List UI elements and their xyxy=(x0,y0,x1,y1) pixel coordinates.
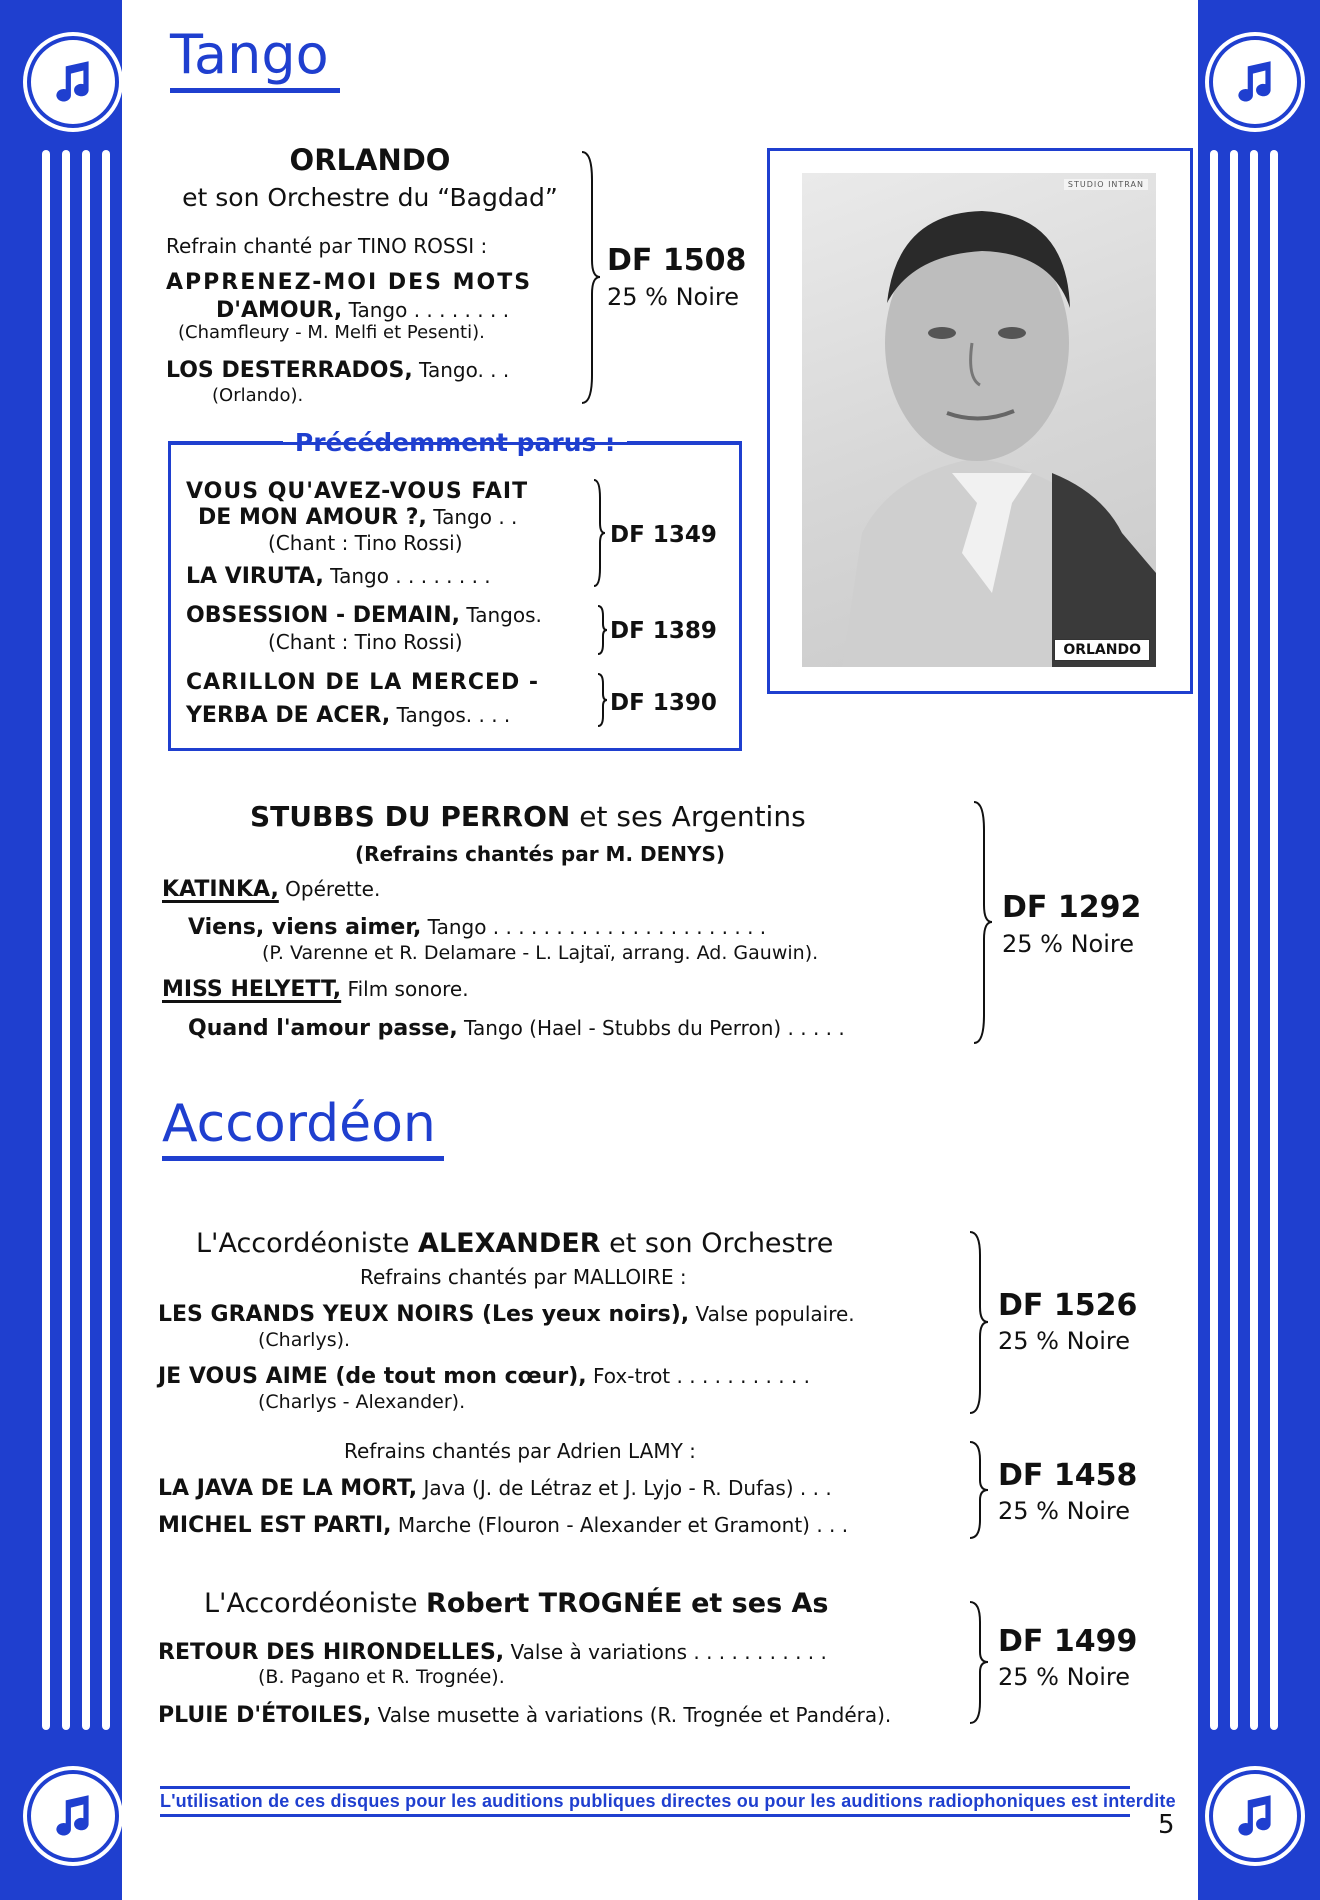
song-title: APPRENEZ-MOI DES MOTS xyxy=(166,270,533,295)
catalog-number: DF 1458 xyxy=(998,1458,1138,1493)
catalog-number: DF 1390 xyxy=(610,690,717,716)
song-title: LOS DESTERRADOS, xyxy=(166,358,413,383)
song-title: D'AMOUR, xyxy=(216,298,343,323)
previously-released-header xyxy=(168,428,742,457)
song-credit: (Orlando). xyxy=(212,385,304,406)
band-stripe xyxy=(1210,150,1218,1730)
portrait-illustration xyxy=(802,173,1156,667)
song-genre: Valse à variations . . . . . . . . . . . xyxy=(510,1640,827,1664)
song-genre: Java (J. de Létraz et J. Lyjo - R. Dufas) . . . xyxy=(423,1476,832,1500)
record-format: 25 % Noire xyxy=(998,1497,1131,1525)
page-number: 5 xyxy=(1158,1810,1175,1840)
song-line xyxy=(198,505,517,530)
record-format: 25 % Noire xyxy=(1002,930,1135,958)
studio-credit: STUDIO INTRAN xyxy=(1064,179,1148,190)
song-genre: Tango (Hael - Stubbs du Perron) . . . . . xyxy=(464,1016,845,1040)
song-credit: (Charlys). xyxy=(258,1329,351,1351)
music-note-icon xyxy=(1209,36,1301,128)
previously-released-title: Précédemment parus : xyxy=(294,428,616,457)
bracket xyxy=(596,672,608,728)
artist-suffix: et son Orchestre xyxy=(609,1228,834,1259)
music-note-icon xyxy=(27,36,119,128)
song-title: JE VOUS AIME (de tout mon cœur), xyxy=(158,1364,587,1389)
song-genre: Marche (Flouron - Alexander et Gramont) . . . xyxy=(397,1513,849,1537)
catalog-number: DF 1389 xyxy=(610,618,717,644)
song-genre: Tangos. . . . xyxy=(396,703,511,727)
work-type: Film sonore. xyxy=(347,977,469,1001)
song-title: CARILLON DE LA MERCED - xyxy=(186,670,540,695)
song-line xyxy=(188,1016,845,1041)
bracket xyxy=(966,1230,990,1415)
refrain-credit: (Refrains chantés par M. DENYS) xyxy=(354,842,726,866)
refrain-credit: Refrains chantés par MALLOIRE : xyxy=(360,1265,687,1289)
song-line xyxy=(188,915,766,940)
work-line xyxy=(162,877,380,902)
artist-prefix: L'Accordéoniste xyxy=(204,1588,418,1619)
song-line xyxy=(158,1640,827,1665)
song-title: LES GRANDS YEUX NOIRS (Les yeux noirs), xyxy=(158,1302,690,1327)
artist-heading xyxy=(204,1588,829,1619)
song-genre: Valse musette à variations (R. Trognée et Pandéra). xyxy=(377,1703,892,1727)
footer-notice-bar xyxy=(160,1786,1176,1817)
work-title: KATINKA, xyxy=(162,877,279,902)
left-decorative-band xyxy=(0,0,122,1900)
song-genre: Tango . . xyxy=(433,505,518,529)
band-stripe xyxy=(1230,150,1238,1730)
work-title: MISS HELYETT, xyxy=(162,977,342,1002)
photo-frame xyxy=(767,148,1193,694)
artist-name: ALEXANDER xyxy=(418,1228,601,1259)
bracket xyxy=(596,604,608,656)
song-credit: (B. Pagano et R. Trognée). xyxy=(258,1666,505,1688)
catalog-number: DF 1499 xyxy=(998,1624,1138,1659)
band-stripe xyxy=(1250,150,1258,1730)
song-line xyxy=(166,358,509,383)
song-genre: Tango . . . . . . . . xyxy=(330,564,491,588)
song-genre: Tango . . . . . . . . xyxy=(348,298,510,322)
artist-portrait xyxy=(802,173,1156,667)
refrain-credit: Refrain chanté par TINO ROSSI : xyxy=(166,234,488,258)
artist-name: STUBBS DU PERRON xyxy=(250,800,571,833)
song-title: YERBA DE ACER, xyxy=(186,703,391,728)
song-line xyxy=(158,1476,832,1501)
song-title: Viens, viens aimer, xyxy=(188,915,422,940)
ensemble-name: et ses Argentins xyxy=(579,800,806,833)
artist-name: Robert TROGNÉE xyxy=(426,1588,683,1619)
song-genre: Tango. . . xyxy=(419,358,510,382)
song-title: RETOUR DES HIRONDELLES, xyxy=(158,1640,505,1665)
work-type: Opérette. xyxy=(285,877,381,901)
artist-heading xyxy=(250,800,806,833)
song-line xyxy=(158,1302,855,1327)
song-credit: (Chant : Tino Rossi) xyxy=(268,630,463,654)
record-format: 25 % Noire xyxy=(998,1663,1131,1691)
photo-caption: ORLANDO xyxy=(1054,639,1150,661)
bracket xyxy=(970,800,994,1045)
bracket xyxy=(592,478,606,588)
song-title: OBSESSION - DEMAIN, xyxy=(186,603,460,628)
artist-name: ORLANDO xyxy=(289,143,451,177)
song-title: PLUIE D'ÉTOILES, xyxy=(158,1703,372,1728)
band-stripe xyxy=(102,150,110,1730)
band-stripe xyxy=(1270,150,1278,1730)
artist-heading xyxy=(196,1228,833,1259)
song-line xyxy=(158,1513,848,1538)
song-genre: Valse populaire. xyxy=(695,1302,855,1326)
orchestra-name: et son Orchestre du “Bagdad” xyxy=(182,183,558,212)
song-line xyxy=(186,603,542,628)
song-credit: (P. Varenne et R. Delamare - L. Lajtaï, arrang. Ad. Gauwin). xyxy=(262,942,819,964)
music-note-icon xyxy=(27,1770,119,1862)
bracket xyxy=(966,1440,990,1540)
song-genre: Tangos. xyxy=(466,603,542,627)
song-title: VOUS QU'AVEZ-VOUS FAIT xyxy=(186,479,529,504)
section-heading-accordeon: Accordéon xyxy=(162,1098,444,1161)
record-format: 25 % Noire xyxy=(607,283,740,311)
song-title: MICHEL EST PARTI, xyxy=(158,1513,392,1538)
band-stripe xyxy=(42,150,50,1730)
band-stripe xyxy=(62,150,70,1730)
song-title: LA JAVA DE LA MORT, xyxy=(158,1476,418,1501)
song-line xyxy=(186,703,510,728)
artist-prefix: L'Accordéoniste xyxy=(196,1228,410,1259)
song-credit: (Charlys - Alexander). xyxy=(258,1391,466,1413)
section-heading-tango: Tango xyxy=(170,28,340,93)
song-title: Quand l'amour passe, xyxy=(188,1016,458,1041)
song-title: LA VIRUTA, xyxy=(186,564,324,589)
record-format: 25 % Noire xyxy=(998,1327,1131,1355)
catalog-number: DF 1526 xyxy=(998,1288,1138,1323)
bracket xyxy=(966,1600,990,1725)
music-note-icon xyxy=(1209,1770,1301,1862)
song-line xyxy=(158,1364,810,1389)
refrain-credit: Refrains chantés par Adrien LAMY : xyxy=(344,1439,696,1463)
song-line xyxy=(186,564,491,589)
bracket xyxy=(578,150,602,405)
song-credit: (Chamfleury - M. Melfi et Pesenti). xyxy=(178,322,485,343)
band-stripe xyxy=(82,150,90,1730)
song-line xyxy=(158,1703,891,1728)
work-line xyxy=(162,977,469,1002)
right-decorative-band xyxy=(1198,0,1320,1900)
catalog-number: DF 1292 xyxy=(1002,890,1142,925)
song-line xyxy=(216,298,509,323)
catalog-number: DF 1508 xyxy=(607,243,747,278)
catalog-number: DF 1349 xyxy=(610,522,717,548)
song-genre: Tango . . . . . . . . . . . . . . . . . . . . . . xyxy=(427,915,767,939)
song-title: DE MON AMOUR ?, xyxy=(198,505,427,530)
song-credit: (Chant : Tino Rossi) xyxy=(268,531,463,555)
footer-notice: L'utilisation de ces disques pour les auditions publiques directes ou pour les auditions radiophoniques est interdite xyxy=(160,1791,1176,1811)
song-genre: Fox-trot . . . . . . . . . . . xyxy=(592,1364,811,1388)
artist-suffix: et ses As xyxy=(691,1588,829,1619)
